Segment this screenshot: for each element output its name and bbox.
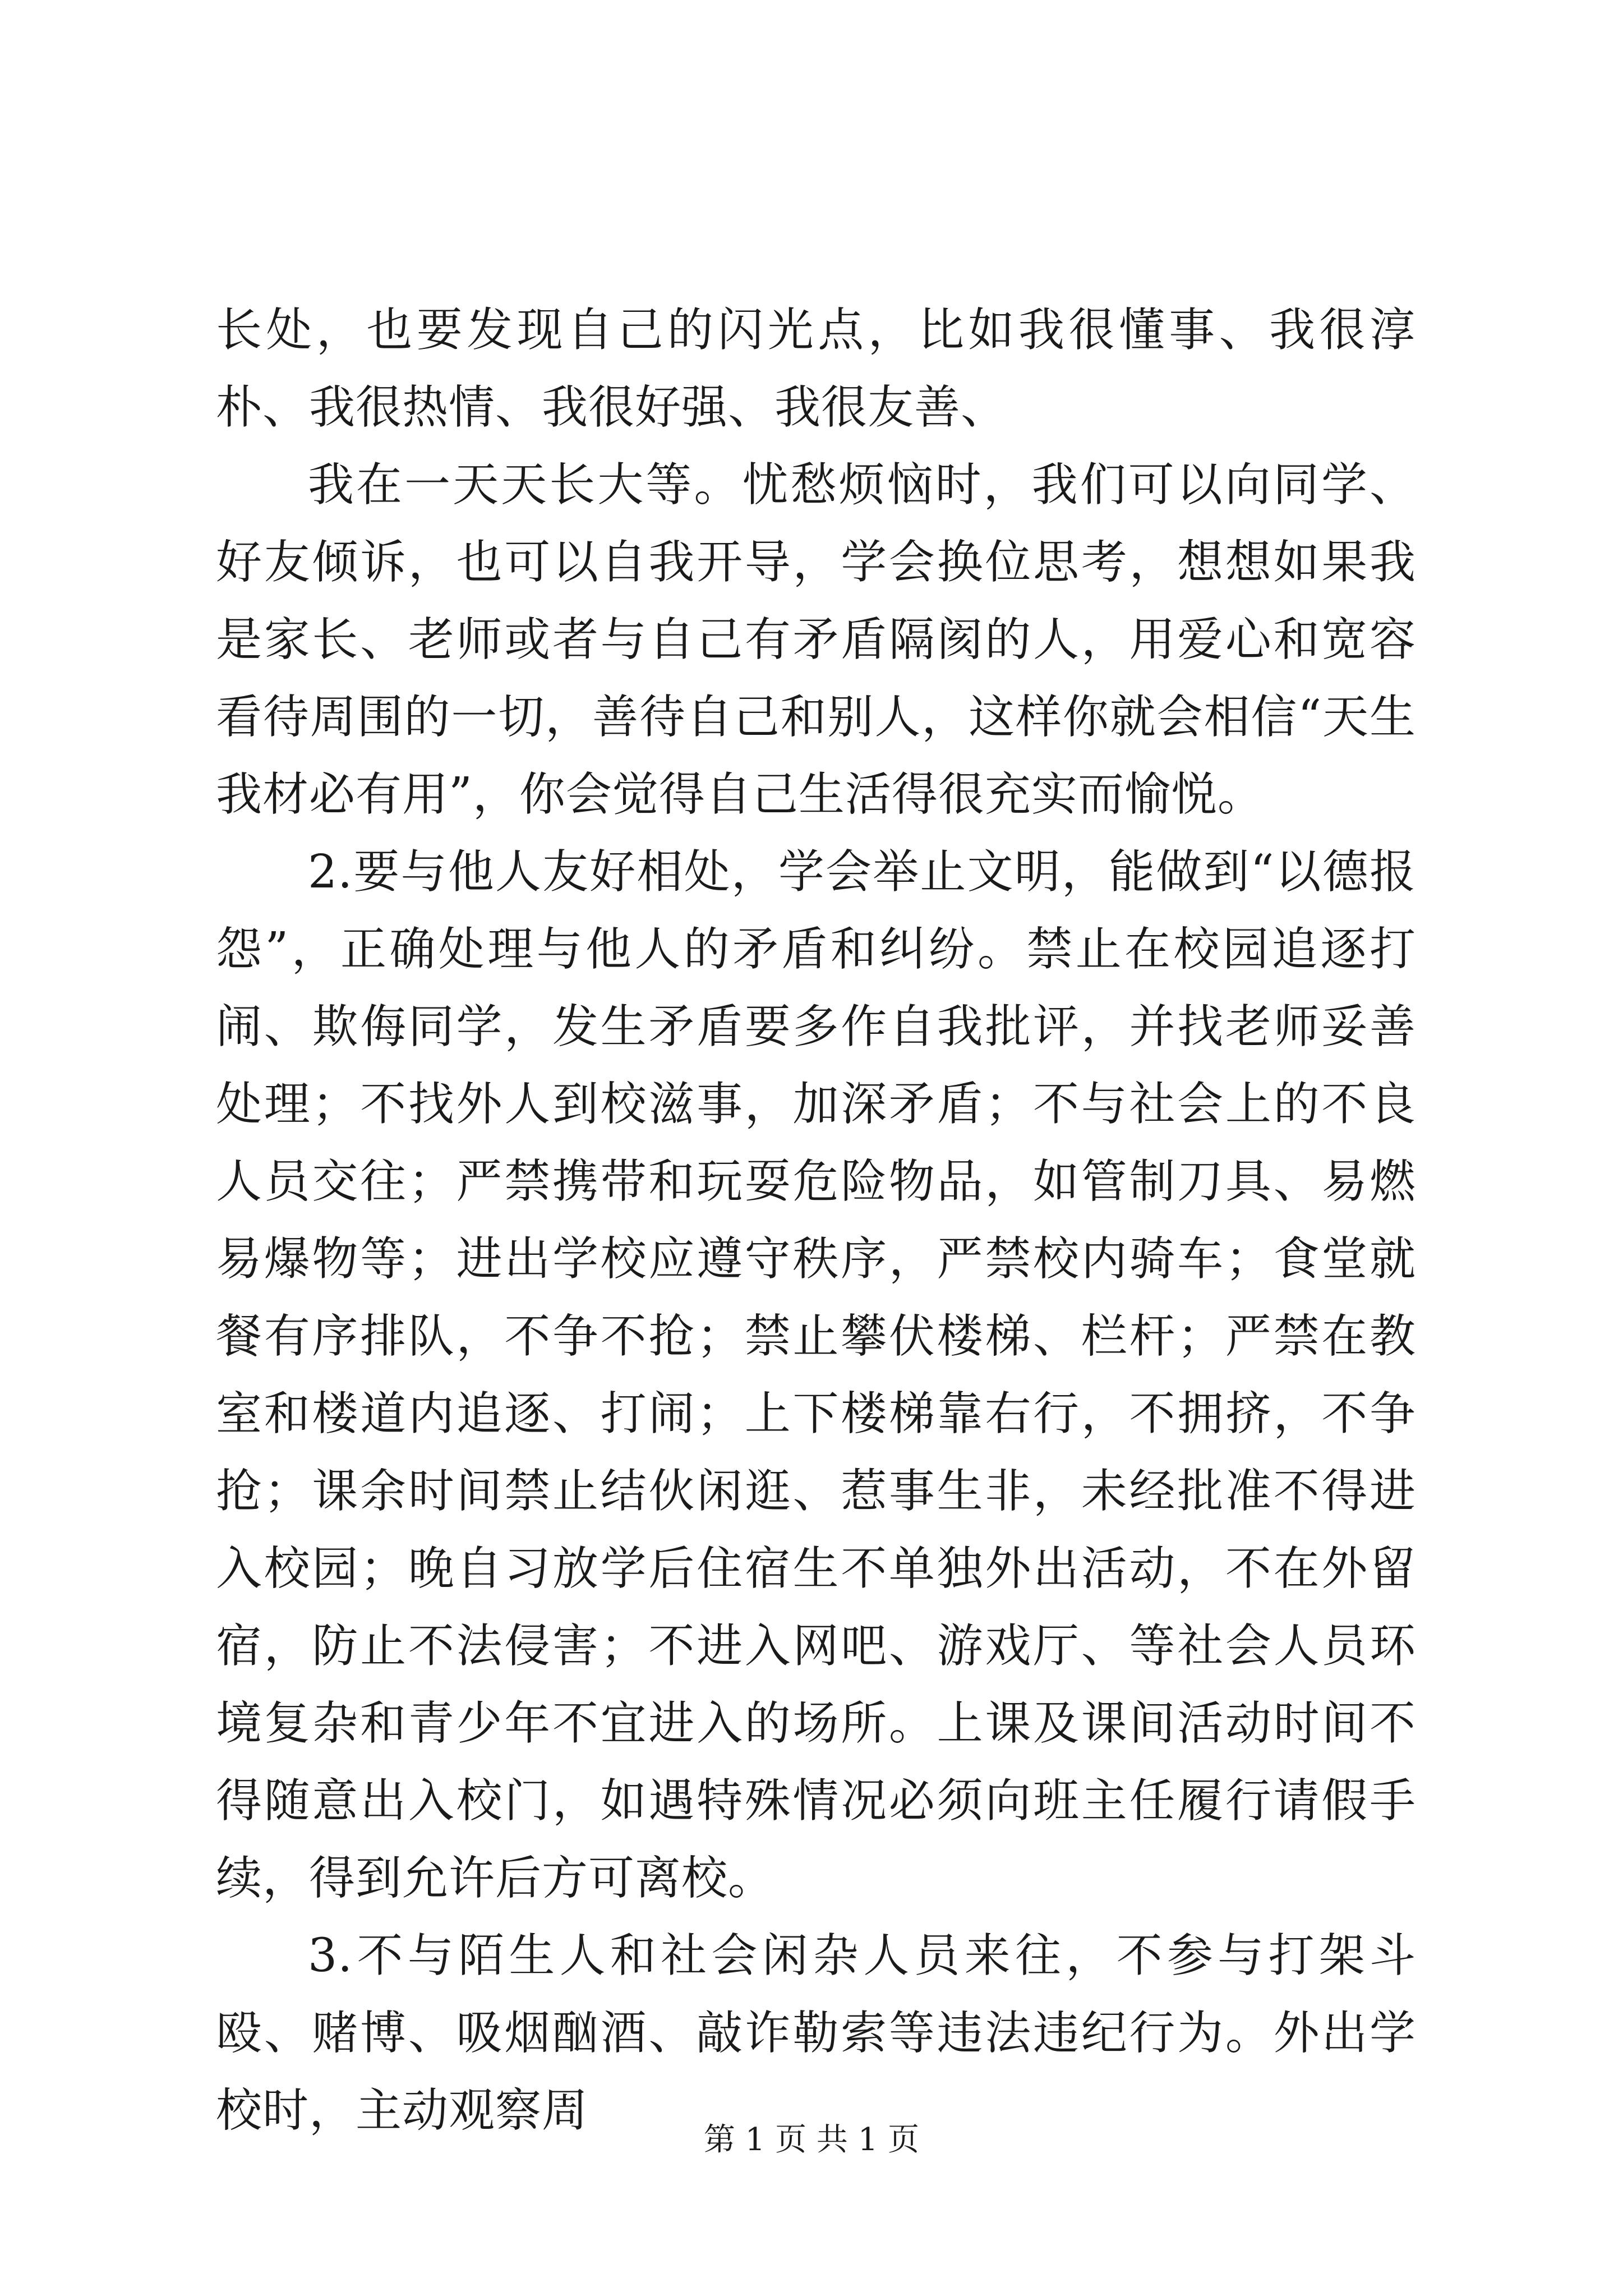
paragraph-rule-2: 2.要与他人友好相处，学会举止文明，能做到“以德报怨”，正确处理与他人的矛盾和纠纷。禁止在校园追逐打闹、欺侮同学，发生矛盾要多作自我批评，并找老师妥善处理；不找外人到校滋事，加深矛盾；不与社会上的不良人员交往；严禁携带和玩耍危险物品，如管制刀具、易燃易爆物等；进出学校应遵守秩序，严禁校内骑车；食堂就餐有序排队，不争不抢；禁止攀伏楼梯、栏杆；严禁在教室和楼道内追逐、打闹；上下楼梯靠右行，不拥挤，不争抢；课余时间禁止结伙闲逛、惹事生非，未经批准不得进入校园；晚自习放学后住宿生不单独外出活动，不在外留宿，防止不法侵害；不进入网吧、游戏厅、等社会人员环境复杂和青少年不宜进入的场所。上课及课间活动时间不得随意出入校门，如遇特殊情况必须向班主任履行请假手续，得到允许后方可离校。 [216, 845, 1416, 1905]
paragraph-rule-3: 3.不与陌生人和社会闲杂人员来往，不参与打架斗殴、赌博、吸烟酗酒、敲诈勒索等违法违纪行为。外出学校时，主动观察周 [216, 1929, 1416, 2137]
paragraph-continuation: 长处，也要发现自己的闪光点，比如我很懂事、我很淳朴、我很热情、我很好强、我很友善、 [216, 303, 1416, 434]
page-number-footer: 第 1 页 共 1 页 [703, 2122, 920, 2158]
paragraph-growing-up: 我在一天天长大等。忧愁烦恼时，我们可以向同学、好友倾诉，也可以自我开导，学会换位思考，想想如果我是家长、老师或者与自己有矛盾隔阂的人，用爱心和宽容看待周围的一切，善待自己和别人，这样你就会相信“天生我材必有用”，你会觉得自己生活得很充实而愉悦。 [216, 458, 1416, 821]
document-body [216, 292, 1416, 2150]
